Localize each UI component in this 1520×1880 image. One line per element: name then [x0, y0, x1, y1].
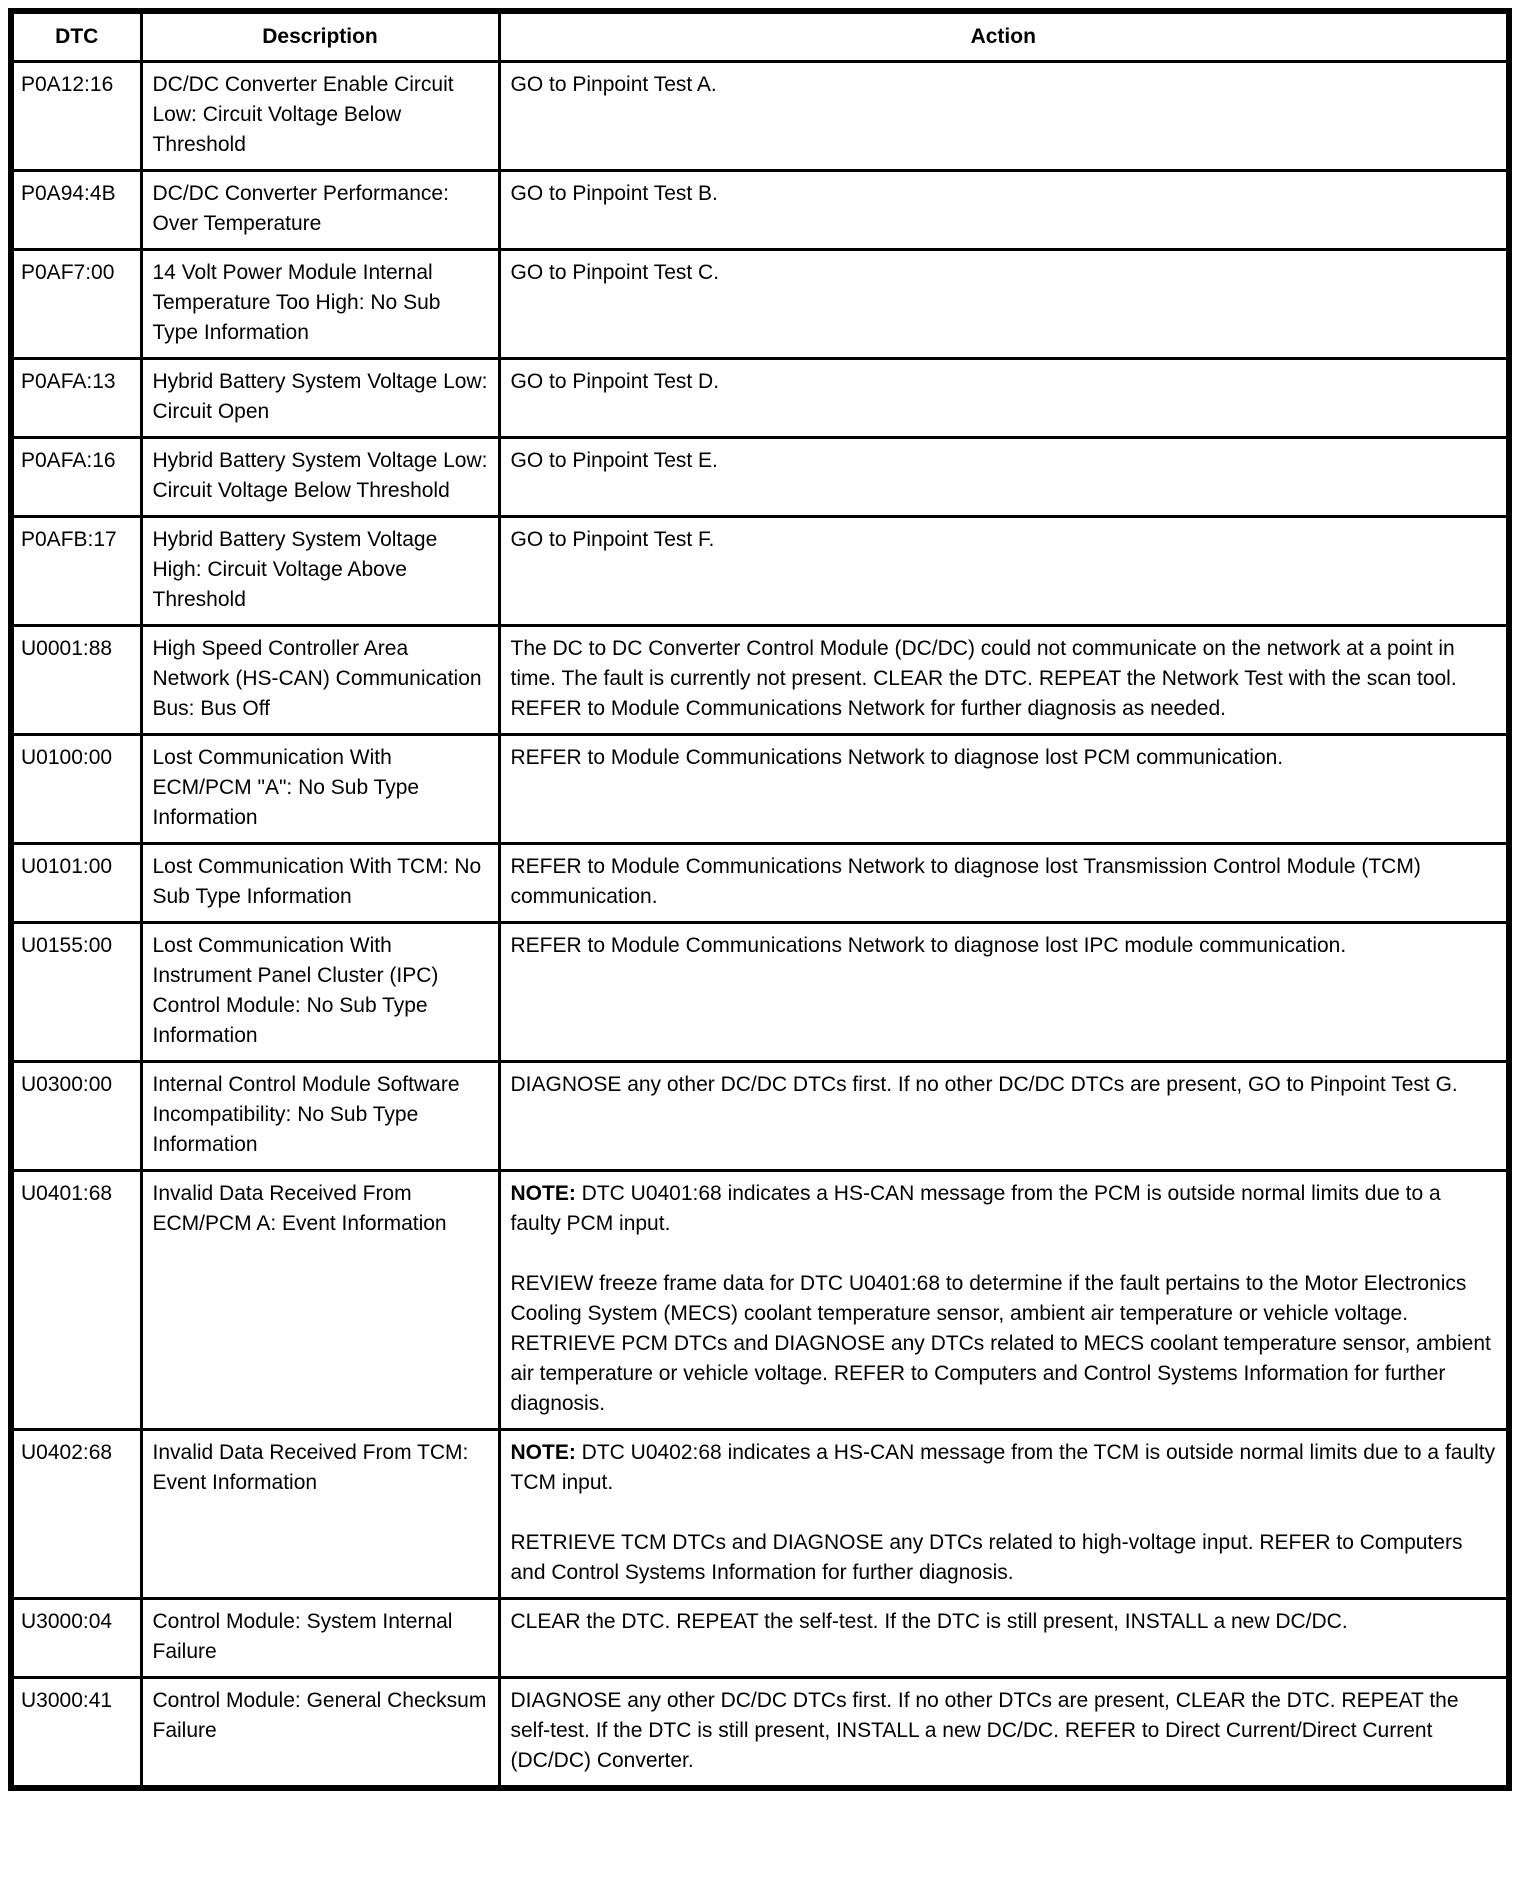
- dtc-cell: P0A94:4B: [11, 171, 141, 250]
- action-cell: [499, 250, 1509, 359]
- description-cell: Lost Communication With TCM: No Sub Type Information: [141, 844, 499, 923]
- dtc-cell: U0402:68: [11, 1430, 141, 1599]
- dtc-cell: P0AFA:16: [11, 438, 141, 517]
- action-paragraph: REFER to Module Communications Network to diagnose lost PCM communication.: [510, 746, 1284, 769]
- action-paragraph: REFER to Module Communications Network to diagnose lost Transmission Control Module (TCM) communication.: [510, 855, 1421, 908]
- table-row: [11, 62, 1509, 171]
- action-cell: [499, 438, 1509, 517]
- table-row: [11, 626, 1509, 735]
- description-cell: Internal Control Module Software Incompatibility: No Sub Type Information: [141, 1062, 499, 1171]
- note-label: NOTE:: [510, 1441, 576, 1464]
- description-cell: Hybrid Battery System Voltage High: Circuit Voltage Above Threshold: [141, 517, 499, 626]
- action-paragraph: NOTE: DTC U0401:68 indicates a HS-CAN message from the PCM is outside normal limits due to a faulty PCM input.: [510, 1182, 1441, 1235]
- description-cell: Invalid Data Received From TCM: Event Information: [141, 1430, 499, 1599]
- description-cell: Hybrid Battery System Voltage Low: Circuit Voltage Below Threshold: [141, 438, 499, 517]
- table-row: [11, 438, 1509, 517]
- action-paragraph: DIAGNOSE any other DC/DC DTCs first. If no other DC/DC DTCs are present, GO to Pinpoint Test G.: [510, 1073, 1458, 1096]
- dtc-cell: U0401:68: [11, 1171, 141, 1430]
- action-paragraph: DIAGNOSE any other DC/DC DTCs first. If no other DTCs are present, CLEAR the DTC. REPEAT the self-test. If the DTC is still present, INSTALL a new DC/DC. REFER to Direct Current/Direct Current (DC/DC) Converter.: [510, 1689, 1459, 1772]
- action-paragraph: The DC to DC Converter Control Module (DC/DC) could not communicate on the network at a point in time. The fault is currently not present. CLEAR the DTC. REPEAT the Network Test with the scan tool. REFER to Module Communications Network for further diagnosis as needed.: [510, 637, 1457, 720]
- action-cell: [499, 844, 1509, 923]
- dtc-table: [8, 8, 1512, 1791]
- table-body: [11, 62, 1509, 1789]
- action-cell: [499, 517, 1509, 626]
- dtc-cell: U0155:00: [11, 923, 141, 1062]
- description-cell: DC/DC Converter Performance: Over Temperature: [141, 171, 499, 250]
- action-paragraph: REFER to Module Communications Network to diagnose lost IPC module communication.: [510, 934, 1347, 957]
- action-cell: [499, 1430, 1509, 1599]
- dtc-cell: U0100:00: [11, 735, 141, 844]
- action-paragraph: GO to Pinpoint Test E.: [510, 449, 718, 472]
- description-cell: Hybrid Battery System Voltage Low: Circuit Open: [141, 359, 499, 438]
- dtc-cell: P0AFA:13: [11, 359, 141, 438]
- header-action: Action: [499, 11, 1509, 62]
- dtc-cell: U3000:41: [11, 1678, 141, 1789]
- dtc-cell: U3000:04: [11, 1599, 141, 1678]
- action-cell: [499, 1062, 1509, 1171]
- action-cell: [499, 171, 1509, 250]
- description-cell: High Speed Controller Area Network (HS-CAN) Communication Bus: Bus Off: [141, 626, 499, 735]
- table-row: [11, 735, 1509, 844]
- action-paragraph: GO to Pinpoint Test D.: [510, 370, 720, 393]
- action-cell: [499, 359, 1509, 438]
- table-row: [11, 844, 1509, 923]
- dtc-cell: U0001:88: [11, 626, 141, 735]
- header-dtc: DTC: [11, 11, 141, 62]
- table-row: [11, 1062, 1509, 1171]
- table-row: [11, 1678, 1509, 1789]
- dtc-cell: U0101:00: [11, 844, 141, 923]
- table-row: [11, 1599, 1509, 1678]
- dtc-cell: P0A12:16: [11, 62, 141, 171]
- action-cell: [499, 923, 1509, 1062]
- header-description: Description: [141, 11, 499, 62]
- action-paragraph: GO to Pinpoint Test B.: [510, 182, 718, 205]
- table-row: [11, 517, 1509, 626]
- dtc-cell: U0300:00: [11, 1062, 141, 1171]
- action-paragraph: GO to Pinpoint Test F.: [510, 528, 715, 551]
- description-cell: Lost Communication With ECM/PCM "A": No Sub Type Information: [141, 735, 499, 844]
- action-cell: [499, 1599, 1509, 1678]
- description-cell: Lost Communication With Instrument Panel Cluster (IPC) Control Module: No Sub Type Information: [141, 923, 499, 1062]
- action-cell: [499, 62, 1509, 171]
- description-cell: Control Module: General Checksum Failure: [141, 1678, 499, 1789]
- description-cell: 14 Volt Power Module Internal Temperature Too High: No Sub Type Information: [141, 250, 499, 359]
- action-cell: [499, 1171, 1509, 1430]
- action-paragraph: GO to Pinpoint Test C.: [510, 261, 720, 284]
- description-cell: Control Module: System Internal Failure: [141, 1599, 499, 1678]
- header-row: [11, 11, 1509, 62]
- table-row: [11, 1171, 1509, 1430]
- note-label: NOTE:: [510, 1182, 576, 1205]
- dtc-cell: P0AFB:17: [11, 517, 141, 626]
- table-row: [11, 1430, 1509, 1599]
- description-cell: Invalid Data Received From ECM/PCM A: Event Information: [141, 1171, 499, 1430]
- table-row: [11, 171, 1509, 250]
- action-cell: [499, 1678, 1509, 1789]
- action-cell: [499, 735, 1509, 844]
- action-paragraph: RETRIEVE TCM DTCs and DIAGNOSE any DTCs related to high-voltage input. REFER to Computers and Control Systems Information for further diagnosis.: [510, 1531, 1463, 1584]
- table-row: [11, 923, 1509, 1062]
- action-paragraph: REVIEW freeze frame data for DTC U0401:68 to determine if the fault pertains to the Motor Electronics Cooling System (MECS) coolant temperature sensor, ambient air temperature or vehicle voltage. RETRIEVE PCM DTCs and DIAGNOSE any DTCs related to MECS coolant temperature sensor, ambient air temperature or vehicle voltage. REFER to Computers and Control Systems Information for further diagnosis.: [510, 1272, 1491, 1415]
- description-cell: DC/DC Converter Enable Circuit Low: Circuit Voltage Below Threshold: [141, 62, 499, 171]
- action-cell: [499, 626, 1509, 735]
- table-row: [11, 359, 1509, 438]
- action-paragraph: NOTE: DTC U0402:68 indicates a HS-CAN message from the TCM is outside normal limits due to a faulty TCM input.: [510, 1441, 1496, 1494]
- action-paragraph: CLEAR the DTC. REPEAT the self-test. If the DTC is still present, INSTALL a new DC/DC.: [510, 1610, 1348, 1633]
- action-paragraph: GO to Pinpoint Test A.: [510, 73, 717, 96]
- dtc-cell: P0AF7:00: [11, 250, 141, 359]
- table-row: [11, 250, 1509, 359]
